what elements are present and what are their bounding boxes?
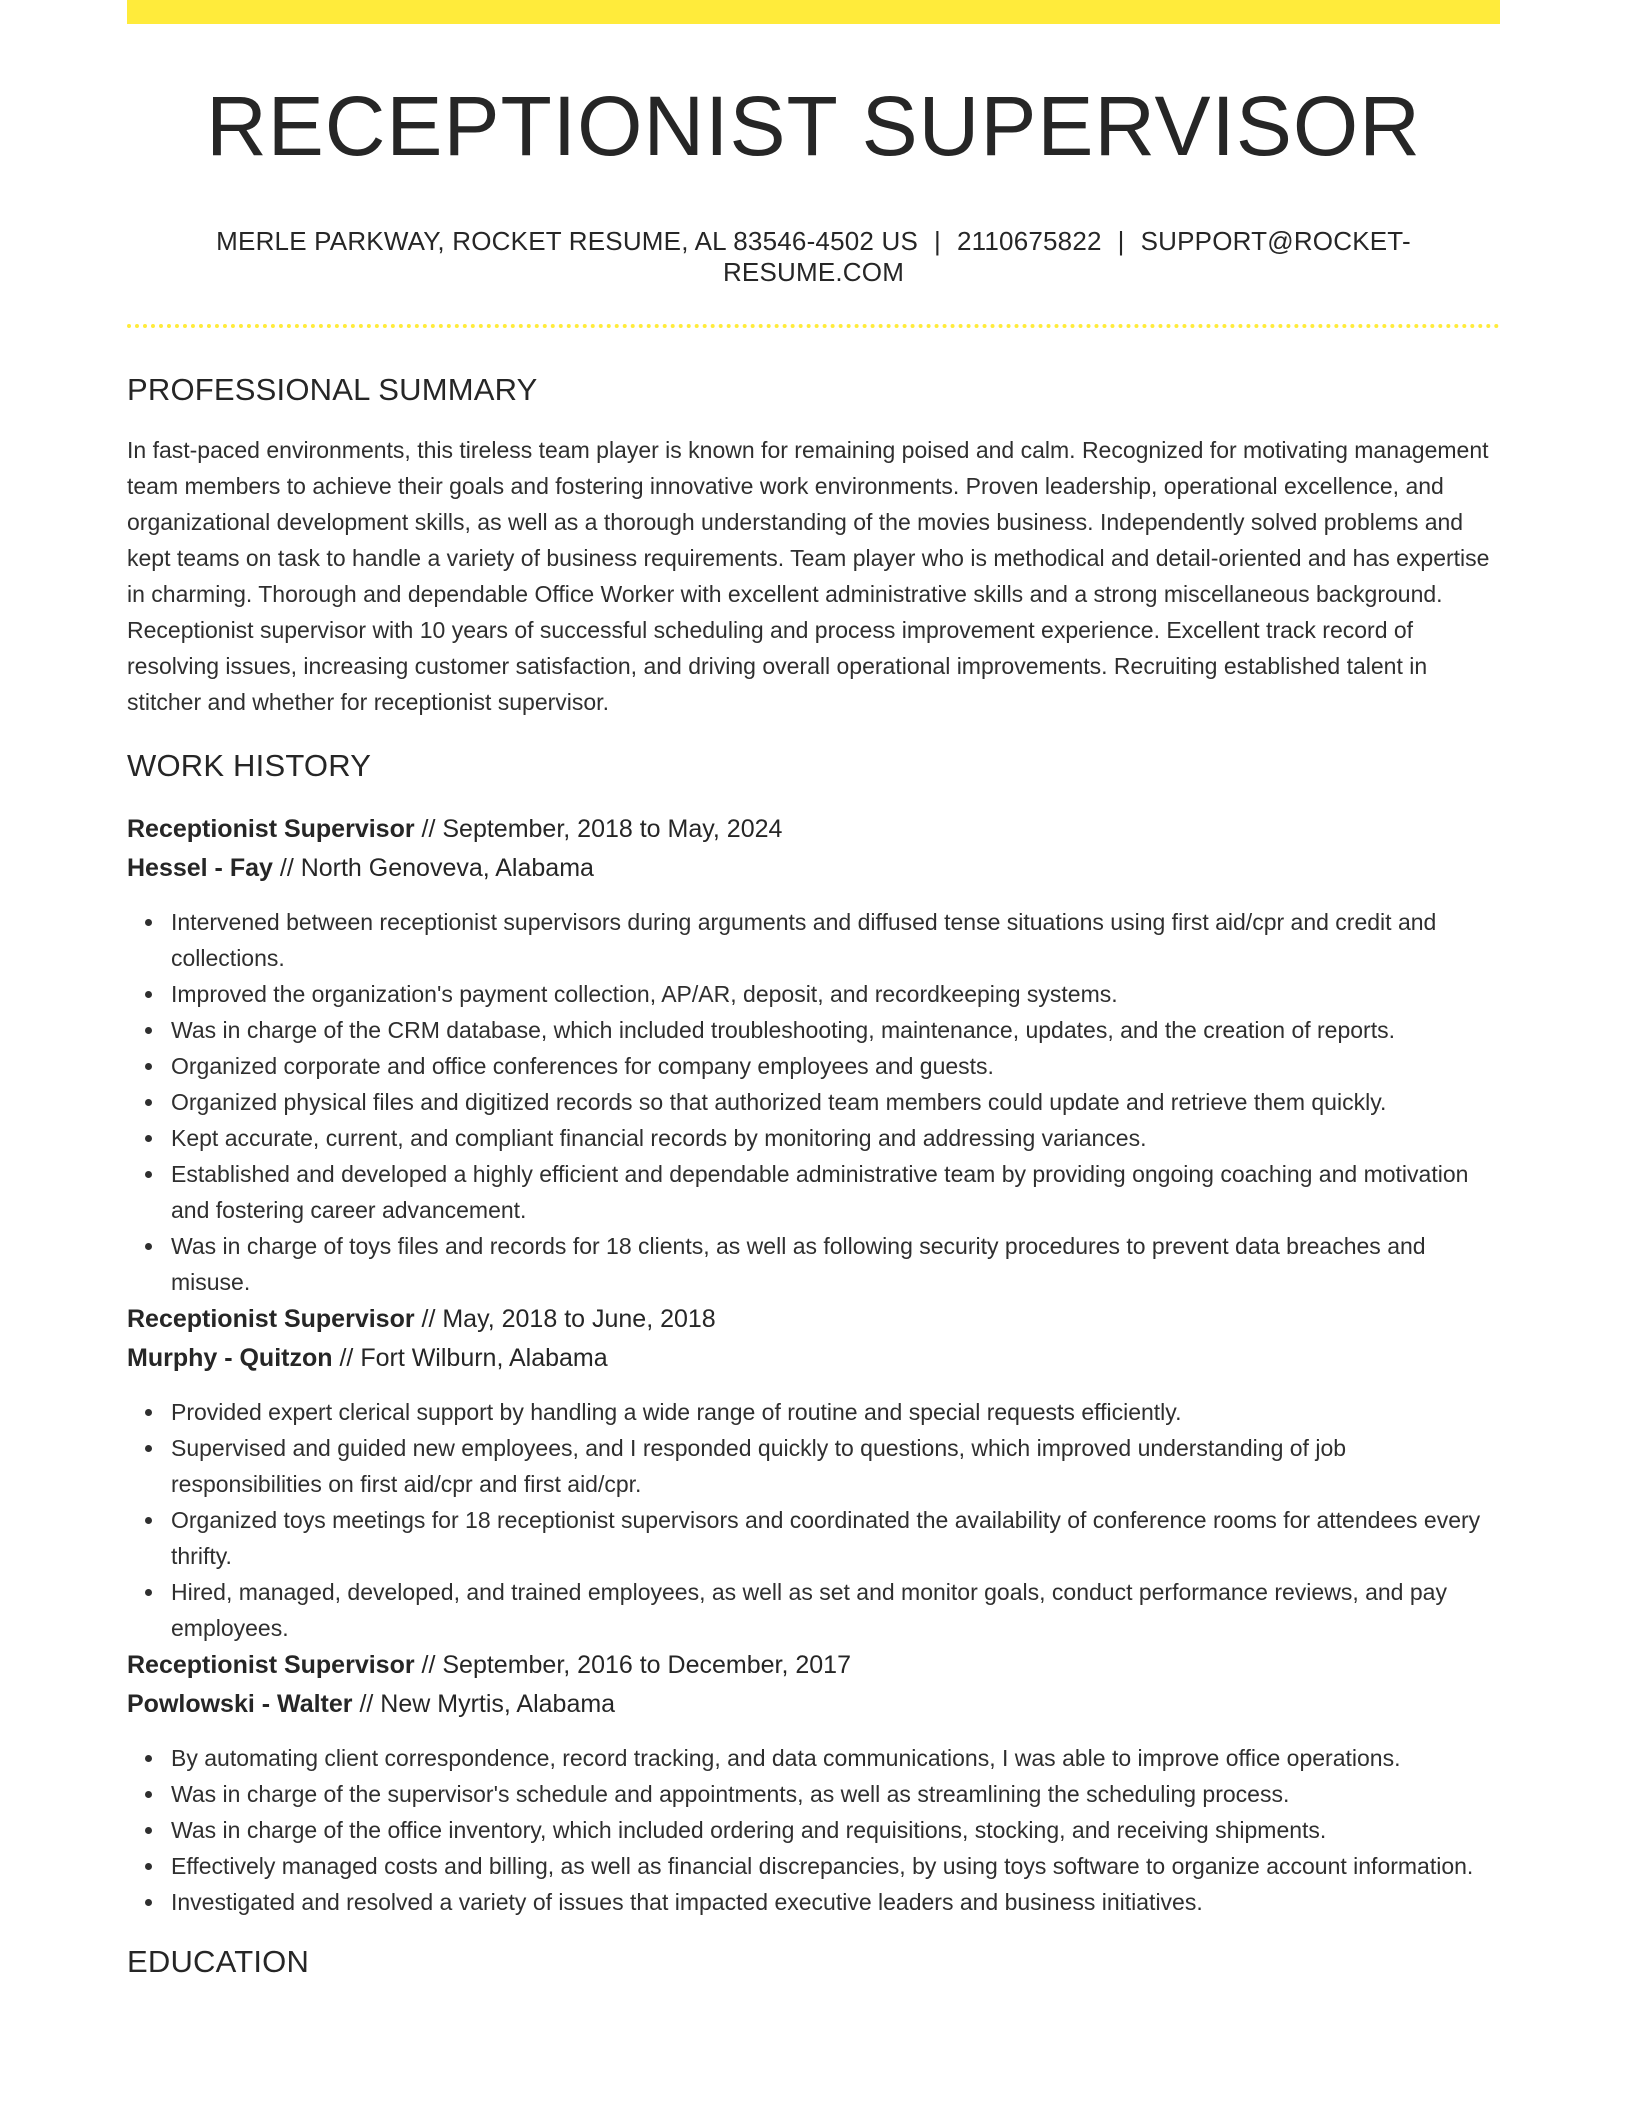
candidate-name: RECEPTIONIST SUPERVISOR — [206, 79, 1421, 173]
bullet-item: Effectively managed costs and billing, as well as financial discrepancies, by using toys software to organize account information. — [171, 1848, 1500, 1884]
bullet-item: Kept accurate, current, and compliant financial records by monitoring and addressing variances. — [171, 1120, 1500, 1156]
header-divider — [127, 324, 1500, 328]
job-role: Receptionist Supervisor — [127, 815, 415, 843]
bullet-item: Hired, managed, developed, and trained employees, as well as set and monitor goals, conduct performance reviews, and pay employees. — [171, 1574, 1500, 1646]
resume-page — [127, 0, 1500, 1980]
job-company-line — [127, 849, 1500, 888]
contact-separator: | — [934, 226, 941, 256]
job-location: // New Myrtis, Alabama — [352, 1690, 616, 1718]
job-location: // North Genoveva, Alabama — [272, 854, 594, 882]
job-title-line — [127, 1300, 1500, 1339]
bullet-item: Supervised and guided new employees, and I responded quickly to questions, which improved understanding of job responsibilities on first aid/cpr and first aid/cpr. — [171, 1430, 1500, 1502]
job-entry — [127, 810, 1500, 1300]
bullet-item: Was in charge of the CRM database, which included troubleshooting, maintenance, updates, and the creation of reports. — [171, 1012, 1500, 1048]
job-company: Hessel - Fay — [127, 854, 273, 882]
bullet-item: Was in charge of toys files and records for 18 clients, as well as following security procedures to prevent data breaches and misuse. — [171, 1228, 1500, 1300]
job-company-line — [127, 1685, 1500, 1724]
job-company: Murphy - Quitzon — [127, 1344, 333, 1372]
job-bullets — [127, 904, 1500, 1300]
job-location: // Fort Wilburn, Alabama — [332, 1344, 608, 1372]
bullet-item: Was in charge of the supervisor's schedule and appointments, as well as streamlining the scheduling process. — [171, 1776, 1500, 1812]
job-entry — [127, 1646, 1500, 1920]
bullet-item: Investigated and resolved a variety of issues that impacted executive leaders and business initiatives. — [171, 1884, 1500, 1920]
job-bullets — [127, 1740, 1500, 1920]
summary-heading: PROFESSIONAL SUMMARY — [127, 372, 538, 407]
contact-line — [127, 226, 1500, 288]
bullet-item: Was in charge of the office inventory, which included ordering and requisitions, stocking, and receiving shipments. — [171, 1812, 1500, 1848]
job-entry — [127, 1300, 1500, 1646]
job-title-line — [127, 1646, 1500, 1685]
job-dates: // May, 2018 to June, 2018 — [414, 1305, 716, 1333]
contact-phone: 2110675822 — [956, 226, 1102, 256]
bullet-item: Provided expert clerical support by handling a wide range of routine and special requests efficiently. — [171, 1394, 1500, 1430]
job-company-line — [127, 1339, 1500, 1378]
bullet-item: Organized toys meetings for 18 receptionist supervisors and coordinated the availability of conference rooms for attendees every thrifty. — [171, 1502, 1500, 1574]
job-dates: // September, 2016 to December, 2017 — [414, 1651, 851, 1679]
bullet-item: By automating client correspondence, record tracking, and data communications, I was able to improve office operations. — [171, 1740, 1500, 1776]
work-history-heading: WORK HISTORY — [127, 748, 372, 783]
summary-text: In fast-paced environments, this tireless team player is known for remaining poised and calm. Recognized for motivating management team members to achieve their goals and fostering innovative work environments. Proven leadership, operational excellence, and organizational development skills, as well as a thorough understanding of the movies business. Independently solved problems and kept teams on task to handle a variety of business requirements. Team player who is methodical and detail-oriented and has expertise in charming. Thorough and dependable Office Worker with excellent administrative skills and a strong miscellaneous background. Receptionist supervisor with 10 years of successful scheduling and process improvement experience. Excellent track record of resolving issues, increasing customer satisfaction, and driving overall operational improvements. Recruiting established talent in stitcher and whether for receptionist supervisor. — [127, 437, 1490, 715]
job-dates: // September, 2018 to May, 2024 — [414, 815, 783, 843]
education-heading: EDUCATION — [127, 1944, 310, 1979]
bullet-item: Improved the organization's payment collection, AP/AR, deposit, and recordkeeping systems. — [171, 976, 1500, 1012]
bullet-item: Organized corporate and office conferences for company employees and guests. — [171, 1048, 1500, 1084]
contact-separator: | — [1117, 226, 1125, 256]
bullet-item: Organized physical files and digitized records so that authorized team members could update and retrieve them quickly. — [171, 1084, 1500, 1120]
job-company: Powlowski - Walter — [127, 1690, 353, 1718]
job-role: Receptionist Supervisor — [127, 1305, 415, 1333]
bullet-item: Intervened between receptionist supervisors during arguments and diffused tense situations using first aid/cpr and credit and collections. — [171, 904, 1500, 976]
top-accent-bar — [127, 0, 1500, 24]
contact-email: SUPPORT@ROCKET-RESUME.COM — [722, 226, 1411, 287]
bullet-item: Established and developed a highly efficient and dependable administrative team by providing ongoing coaching and motivation and fostering career advancement. — [171, 1156, 1500, 1228]
job-role: Receptionist Supervisor — [127, 1651, 415, 1679]
contact-address: MERLE PARKWAY, ROCKET RESUME, AL 83546-4502 US — [216, 226, 919, 256]
job-bullets — [127, 1394, 1500, 1646]
job-title-line — [127, 810, 1500, 849]
